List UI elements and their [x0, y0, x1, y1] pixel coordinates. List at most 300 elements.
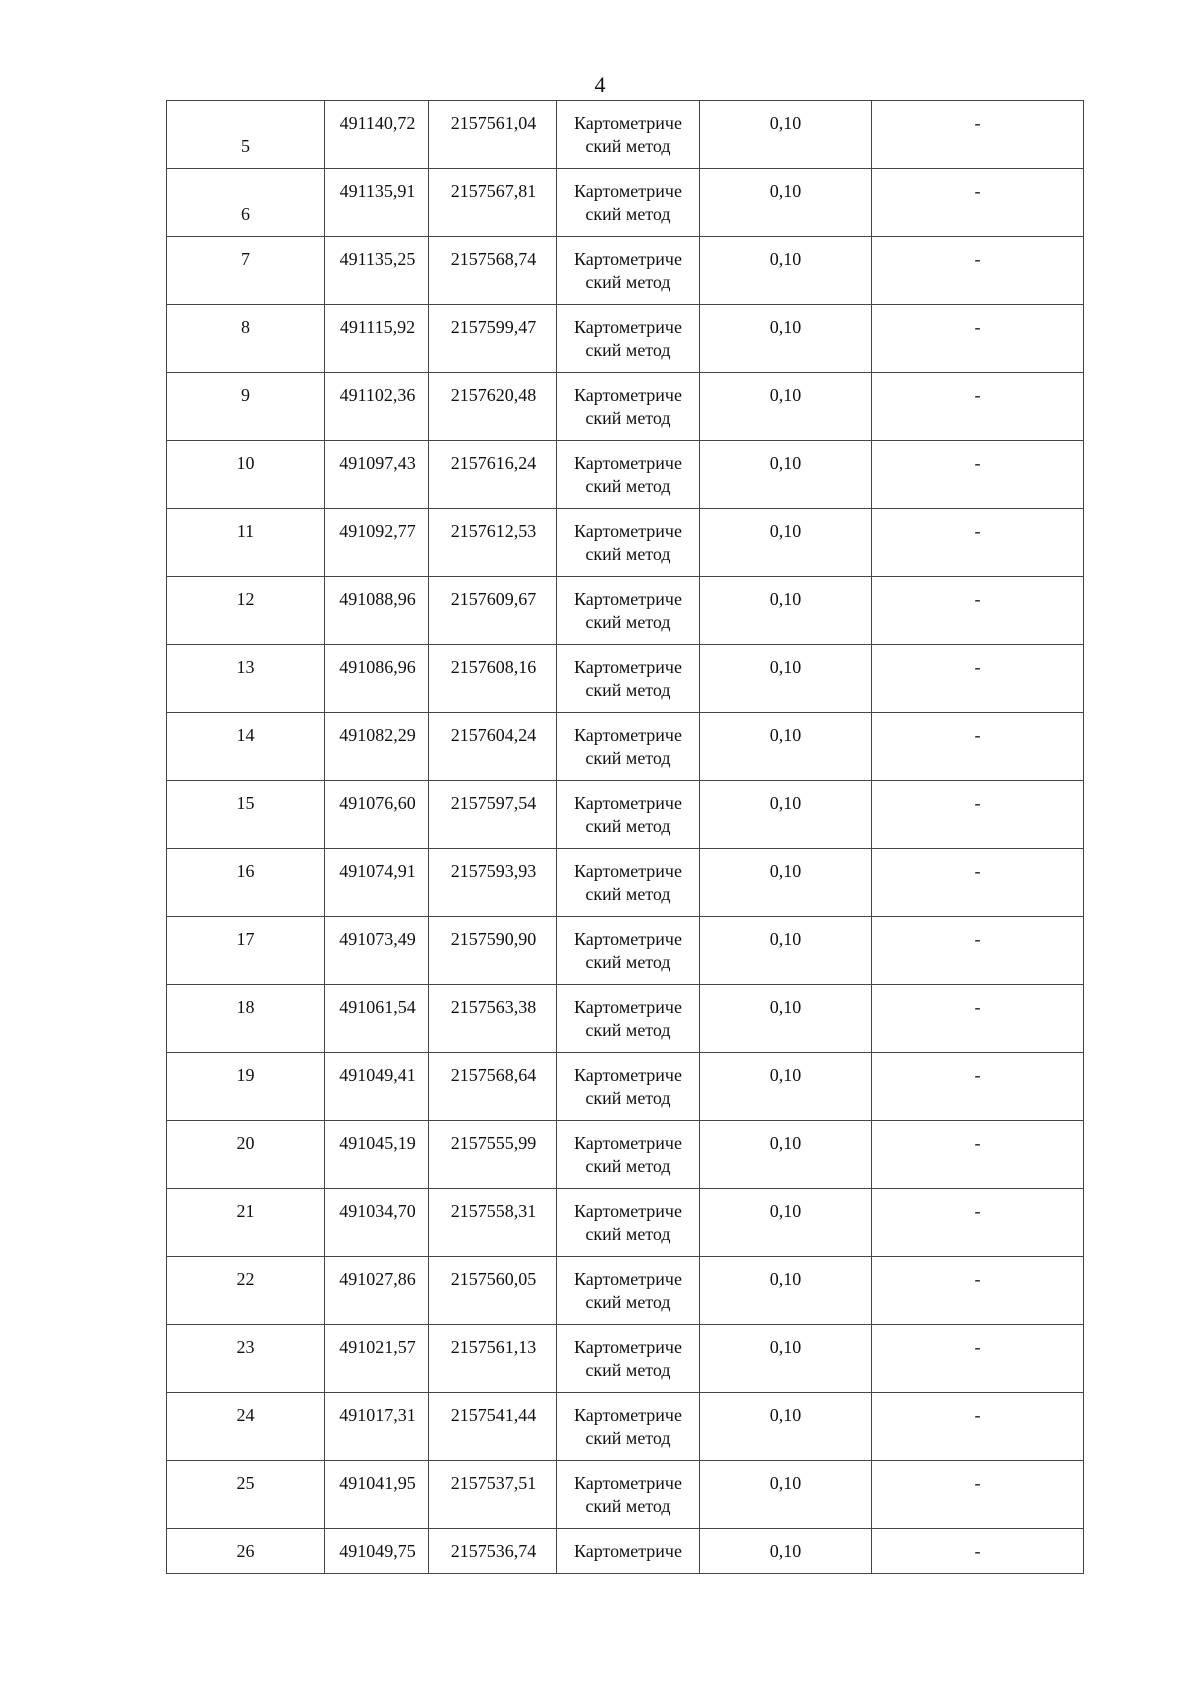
point-number-cell-text: 10: [236, 453, 255, 473]
method-cell: [557, 1257, 700, 1325]
x-coordinate-cell: [325, 1053, 429, 1121]
y-coordinate-cell: [429, 101, 557, 169]
note-cell-text: -: [974, 385, 981, 405]
y-coordinate-cell: [429, 237, 557, 305]
x-coordinate-cell-text: 491017,31: [339, 1405, 416, 1425]
precision-cell-text: 0,10: [769, 589, 802, 609]
y-coordinate-cell-text: 2157555,99: [450, 1133, 537, 1153]
y-coordinate-cell: [429, 1529, 557, 1574]
x-coordinate-cell-text: 491088,96: [339, 589, 416, 609]
note-cell-text: -: [974, 1201, 981, 1221]
point-number-cell-text: 24: [236, 1405, 255, 1425]
y-coordinate-cell-text: 2157568,74: [450, 249, 537, 269]
y-coordinate-cell: [429, 985, 557, 1053]
point-number-cell: [167, 509, 325, 577]
note-cell: [872, 1325, 1084, 1393]
y-coordinate-cell: [429, 645, 557, 713]
point-number-cell: [167, 985, 325, 1053]
table-row: [167, 373, 1084, 441]
x-coordinate-cell: [325, 305, 429, 373]
precision-cell: [700, 1189, 872, 1257]
note-cell-text: -: [974, 1405, 981, 1425]
y-coordinate-cell-text: 2157561,04: [450, 113, 537, 133]
x-coordinate-cell: [325, 509, 429, 577]
point-number-cell-text: 8: [241, 317, 250, 337]
method-line-2: ский метод: [585, 952, 671, 972]
table-row: [167, 305, 1084, 373]
method-cell: [557, 509, 700, 577]
point-number-cell: [167, 1461, 325, 1529]
method-cell: [557, 1189, 700, 1257]
y-coordinate-cell: [429, 781, 557, 849]
y-coordinate-cell-text: 2157536,74: [450, 1541, 537, 1561]
point-number-cell: [167, 1393, 325, 1461]
method-line-1: Картометриче: [574, 1201, 682, 1221]
method-cell: [557, 373, 700, 441]
method-cell: [557, 645, 700, 713]
y-coordinate-cell-text: 2157616,24: [450, 453, 537, 473]
precision-cell: [700, 985, 872, 1053]
note-cell: [872, 101, 1084, 169]
point-number-cell: [167, 237, 325, 305]
table-row: [167, 1053, 1084, 1121]
note-cell-text: -: [974, 1133, 981, 1153]
y-coordinate-cell-text: 2157568,64: [450, 1065, 537, 1085]
method-cell: [557, 1529, 700, 1574]
y-coordinate-cell: [429, 441, 557, 509]
note-cell-text: -: [974, 725, 981, 745]
point-number-cell-text: 18: [236, 997, 255, 1017]
x-coordinate-cell-text: 491021,57: [339, 1337, 416, 1357]
y-coordinate-cell: [429, 305, 557, 373]
note-cell: [872, 849, 1084, 917]
method-cell: [557, 1053, 700, 1121]
method-cell: [557, 713, 700, 781]
point-number-cell: [167, 305, 325, 373]
y-coordinate-cell: [429, 1053, 557, 1121]
y-coordinate-cell: [429, 849, 557, 917]
point-number-cell: [167, 1257, 325, 1325]
method-line-1: Картометриче: [574, 997, 682, 1017]
y-coordinate-cell-text: 2157541,44: [450, 1405, 537, 1425]
note-cell: [872, 1461, 1084, 1529]
precision-cell-text: 0,10: [769, 725, 802, 745]
precision-cell: [700, 645, 872, 713]
precision-cell: [700, 373, 872, 441]
point-number-cell: [167, 577, 325, 645]
note-cell: [872, 577, 1084, 645]
method-cell: [557, 441, 700, 509]
point-number-cell: [167, 373, 325, 441]
table-row: [167, 917, 1084, 985]
method-line-1: Картометриче: [574, 1405, 682, 1425]
precision-cell-text: 0,10: [769, 1133, 802, 1153]
method-line-2: ский метод: [585, 680, 671, 700]
y-coordinate-cell: [429, 373, 557, 441]
y-coordinate-cell-text: 2157560,05: [450, 1269, 537, 1289]
x-coordinate-cell: [325, 917, 429, 985]
method-line-2: ский метод: [585, 1020, 671, 1040]
point-number-cell: [167, 849, 325, 917]
note-cell-text: -: [974, 589, 981, 609]
method-line-1: Картометриче: [574, 861, 682, 881]
precision-cell-text: 0,10: [769, 317, 802, 337]
x-coordinate-cell: [325, 985, 429, 1053]
x-coordinate-cell-text: 491049,75: [339, 1541, 416, 1561]
method-line-1: Картометриче: [574, 1541, 682, 1561]
precision-cell-text: 0,10: [769, 1065, 802, 1085]
point-number-cell-text: 21: [236, 1201, 255, 1221]
note-cell: [872, 1257, 1084, 1325]
y-coordinate-cell: [429, 509, 557, 577]
precision-cell: [700, 237, 872, 305]
precision-cell-text: 0,10: [769, 453, 802, 473]
x-coordinate-cell: [325, 1529, 429, 1574]
point-number-cell-text: 20: [236, 1133, 255, 1153]
y-coordinate-cell: [429, 917, 557, 985]
method-cell: [557, 849, 700, 917]
point-number-cell-text: 7: [241, 249, 250, 269]
y-coordinate-cell-text: 2157563,38: [450, 997, 537, 1017]
table-row: [167, 577, 1084, 645]
point-number-cell-text: 25: [236, 1473, 255, 1493]
table-row: [167, 713, 1084, 781]
note-cell: [872, 713, 1084, 781]
x-coordinate-cell-text: 491061,54: [339, 997, 416, 1017]
y-coordinate-cell-text: 2157597,54: [450, 793, 537, 813]
y-coordinate-cell: [429, 713, 557, 781]
table-row: [167, 849, 1084, 917]
method-cell: [557, 1121, 700, 1189]
y-coordinate-cell-text: 2157604,24: [450, 725, 537, 745]
note-cell-text: -: [974, 793, 981, 813]
y-coordinate-cell: [429, 1461, 557, 1529]
method-line-1: Картометриче: [574, 793, 682, 813]
note-cell-text: -: [974, 929, 981, 949]
x-coordinate-cell-text: 491092,77: [339, 521, 416, 541]
method-cell: [557, 985, 700, 1053]
y-coordinate-cell-text: 2157561,13: [450, 1337, 537, 1357]
method-line-2: ский метод: [585, 408, 671, 428]
point-number-cell-text: 23: [236, 1337, 255, 1357]
table-row: [167, 985, 1084, 1053]
method-line-1: Картометриче: [574, 181, 682, 201]
note-cell-text: -: [974, 521, 981, 541]
note-cell-text: -: [974, 113, 981, 133]
x-coordinate-cell-text: 491034,70: [339, 1201, 416, 1221]
point-number-cell: [167, 1529, 325, 1574]
y-coordinate-cell-text: 2157599,47: [450, 317, 537, 337]
x-coordinate-cell: [325, 1461, 429, 1529]
y-coordinate-cell-text: 2157590,90: [450, 929, 537, 949]
method-line-2: ский метод: [585, 748, 671, 768]
x-coordinate-cell: [325, 373, 429, 441]
point-number-cell-text: 15: [236, 793, 255, 813]
note-cell: [872, 169, 1084, 237]
table-row: [167, 1257, 1084, 1325]
x-coordinate-cell: [325, 1325, 429, 1393]
table-row: [167, 1529, 1084, 1574]
y-coordinate-cell: [429, 1121, 557, 1189]
note-cell: [872, 985, 1084, 1053]
x-coordinate-cell: [325, 781, 429, 849]
precision-cell-text: 0,10: [769, 1337, 802, 1357]
precision-cell: [700, 781, 872, 849]
x-coordinate-cell: [325, 577, 429, 645]
method-line-2: ский метод: [585, 1224, 671, 1244]
x-coordinate-cell-text: 491115,92: [339, 317, 416, 337]
method-line-1: Картометриче: [574, 1065, 682, 1085]
point-number-cell-text: 14: [236, 725, 255, 745]
precision-cell-text: 0,10: [769, 1269, 802, 1289]
x-coordinate-cell-text: 491082,29: [339, 725, 416, 745]
method-line-2: ский метод: [585, 136, 671, 156]
method-line-2: ский метод: [585, 1088, 671, 1108]
method-line-1: Картометриче: [574, 1337, 682, 1357]
table-row: [167, 1121, 1084, 1189]
y-coordinate-cell: [429, 1189, 557, 1257]
method-line-2: ский метод: [585, 204, 671, 224]
y-coordinate-cell-text: 2157612,53: [450, 521, 537, 541]
method-cell: [557, 101, 700, 169]
precision-cell: [700, 509, 872, 577]
point-number-cell: [167, 1121, 325, 1189]
method-cell: [557, 781, 700, 849]
point-number-cell-text: 9: [241, 385, 250, 405]
point-number-cell-text: 22: [236, 1269, 255, 1289]
table-row: [167, 509, 1084, 577]
y-coordinate-cell-text: 2157537,51: [450, 1473, 537, 1493]
method-line-1: Картометриче: [574, 317, 682, 337]
method-line-2: ский метод: [585, 612, 671, 632]
note-cell: [872, 1053, 1084, 1121]
y-coordinate-cell: [429, 169, 557, 237]
note-cell-text: -: [974, 1473, 981, 1493]
method-line-1: Картометриче: [574, 1473, 682, 1493]
method-line-1: Картометриче: [574, 249, 682, 269]
method-line-2: ский метод: [585, 1428, 671, 1448]
coordinates-table: [166, 100, 1084, 1574]
point-number-cell-text: 17: [236, 929, 255, 949]
table-body: [167, 101, 1084, 1574]
table-row: [167, 781, 1084, 849]
precision-cell: [700, 1325, 872, 1393]
point-number-cell-text: 16: [236, 861, 255, 881]
precision-cell-text: 0,10: [769, 1405, 802, 1425]
method-line-2: ский метод: [585, 476, 671, 496]
y-coordinate-cell-text: 2157609,67: [450, 589, 537, 609]
note-cell-text: -: [974, 657, 981, 677]
x-coordinate-cell: [325, 713, 429, 781]
note-cell-text: -: [974, 1065, 981, 1085]
x-coordinate-cell: [325, 441, 429, 509]
method-line-1: Картометриче: [574, 521, 682, 541]
point-number-cell-text: 26: [236, 1541, 255, 1561]
precision-cell-text: 0,10: [769, 1201, 802, 1221]
note-cell: [872, 441, 1084, 509]
x-coordinate-cell-text: 491097,43: [339, 453, 416, 473]
precision-cell: [700, 1461, 872, 1529]
x-coordinate-cell-text: 491140,72: [339, 113, 416, 133]
table-row: [167, 1461, 1084, 1529]
method-line-1: Картометриче: [574, 589, 682, 609]
method-cell: [557, 1393, 700, 1461]
y-coordinate-cell: [429, 1257, 557, 1325]
method-line-1: Картометриче: [574, 1133, 682, 1153]
method-line-1: Картометриче: [574, 453, 682, 473]
precision-cell-text: 0,10: [769, 521, 802, 541]
precision-cell: [700, 1529, 872, 1574]
note-cell: [872, 1189, 1084, 1257]
method-cell: [557, 237, 700, 305]
x-coordinate-cell: [325, 169, 429, 237]
method-line-1: Картометриче: [574, 113, 682, 133]
point-number-cell: [167, 713, 325, 781]
point-number-cell-text: 13: [236, 657, 255, 677]
precision-cell: [700, 441, 872, 509]
precision-cell-text: 0,10: [769, 1473, 802, 1493]
y-coordinate-cell: [429, 1393, 557, 1461]
point-number-cell-text: 6: [241, 204, 250, 224]
note-cell: [872, 1529, 1084, 1574]
method-cell: [557, 577, 700, 645]
x-coordinate-cell: [325, 1189, 429, 1257]
y-coordinate-cell-text: 2157608,16: [450, 657, 537, 677]
table-row: [167, 441, 1084, 509]
method-line-1: Картометриче: [574, 929, 682, 949]
x-coordinate-cell-text: 491135,91: [339, 181, 416, 201]
x-coordinate-cell-text: 491041,95: [339, 1473, 416, 1493]
point-number-cell-text: 5: [241, 136, 250, 156]
method-line-2: ский метод: [585, 544, 671, 564]
method-line-1: Картометриче: [574, 385, 682, 405]
note-cell: [872, 1121, 1084, 1189]
precision-cell: [700, 1121, 872, 1189]
note-cell: [872, 645, 1084, 713]
point-number-cell-text: 19: [236, 1065, 255, 1085]
x-coordinate-cell-text: 491102,36: [339, 385, 416, 405]
precision-cell: [700, 849, 872, 917]
x-coordinate-cell-text: 491049,41: [339, 1065, 416, 1085]
precision-cell: [700, 1393, 872, 1461]
method-line-1: Картометриче: [574, 657, 682, 677]
precision-cell-text: 0,10: [769, 113, 802, 133]
x-coordinate-cell: [325, 1121, 429, 1189]
method-line-2: ский метод: [585, 1292, 671, 1312]
table-row: [167, 169, 1084, 237]
x-coordinate-cell-text: 491135,25: [339, 249, 416, 269]
method-line-2: ский метод: [585, 272, 671, 292]
x-coordinate-cell: [325, 645, 429, 713]
y-coordinate-cell-text: 2157620,48: [450, 385, 537, 405]
note-cell-text: -: [974, 1541, 981, 1561]
note-cell: [872, 305, 1084, 373]
x-coordinate-cell-text: 491086,96: [339, 657, 416, 677]
method-cell: [557, 917, 700, 985]
precision-cell-text: 0,10: [769, 997, 802, 1017]
page-number: 4: [594, 72, 606, 97]
note-cell: [872, 781, 1084, 849]
x-coordinate-cell-text: 491045,19: [339, 1133, 416, 1153]
point-number-cell: [167, 917, 325, 985]
method-line-1: Картометриче: [574, 725, 682, 745]
precision-cell-text: 0,10: [769, 249, 802, 269]
x-coordinate-cell: [325, 849, 429, 917]
note-cell: [872, 373, 1084, 441]
x-coordinate-cell-text: 491074,91: [339, 861, 416, 881]
method-cell: [557, 1325, 700, 1393]
precision-cell-text: 0,10: [769, 657, 802, 677]
method-line-1: Картометриче: [574, 1269, 682, 1289]
note-cell: [872, 1393, 1084, 1461]
method-line-2: ский метод: [585, 1360, 671, 1380]
y-coordinate-cell: [429, 577, 557, 645]
y-coordinate-cell-text: 2157567,81: [450, 181, 537, 201]
note-cell-text: -: [974, 249, 981, 269]
point-number-cell: [167, 169, 325, 237]
note-cell-text: -: [974, 181, 981, 201]
point-number-cell: [167, 1053, 325, 1121]
x-coordinate-cell: [325, 1257, 429, 1325]
point-number-cell-text: 12: [236, 589, 255, 609]
note-cell: [872, 237, 1084, 305]
x-coordinate-cell: [325, 237, 429, 305]
precision-cell: [700, 1257, 872, 1325]
precision-cell: [700, 305, 872, 373]
note-cell-text: -: [974, 997, 981, 1017]
note-cell-text: -: [974, 861, 981, 881]
note-cell-text: -: [974, 1269, 981, 1289]
method-line-2: ский метод: [585, 816, 671, 836]
point-number-cell: [167, 645, 325, 713]
point-number-cell: [167, 101, 325, 169]
precision-cell: [700, 169, 872, 237]
precision-cell: [700, 917, 872, 985]
precision-cell-text: 0,10: [769, 929, 802, 949]
method-line-2: ский метод: [585, 340, 671, 360]
method-cell: [557, 305, 700, 373]
precision-cell: [700, 101, 872, 169]
x-coordinate-cell-text: 491076,60: [339, 793, 416, 813]
method-cell: [557, 1461, 700, 1529]
table-row: [167, 645, 1084, 713]
x-coordinate-cell: [325, 1393, 429, 1461]
y-coordinate-cell-text: 2157558,31: [450, 1201, 537, 1221]
precision-cell-text: 0,10: [769, 793, 802, 813]
method-line-2: ский метод: [585, 1156, 671, 1176]
table-row: [167, 1325, 1084, 1393]
precision-cell: [700, 577, 872, 645]
point-number-cell: [167, 1189, 325, 1257]
point-number-cell-text: 11: [236, 521, 255, 541]
method-line-2: ский метод: [585, 1496, 671, 1516]
point-number-cell: [167, 441, 325, 509]
precision-cell-text: 0,10: [769, 861, 802, 881]
precision-cell: [700, 1053, 872, 1121]
precision-cell: [700, 713, 872, 781]
note-cell-text: -: [974, 453, 981, 473]
note-cell-text: -: [974, 317, 981, 337]
precision-cell-text: 0,10: [769, 181, 802, 201]
point-number-cell: [167, 781, 325, 849]
x-coordinate-cell-text: 491073,49: [339, 929, 416, 949]
point-number-cell: [167, 1325, 325, 1393]
x-coordinate-cell: [325, 101, 429, 169]
note-cell: [872, 917, 1084, 985]
precision-cell-text: 0,10: [769, 385, 802, 405]
precision-cell-text: 0,10: [769, 1541, 802, 1561]
method-cell: [557, 169, 700, 237]
